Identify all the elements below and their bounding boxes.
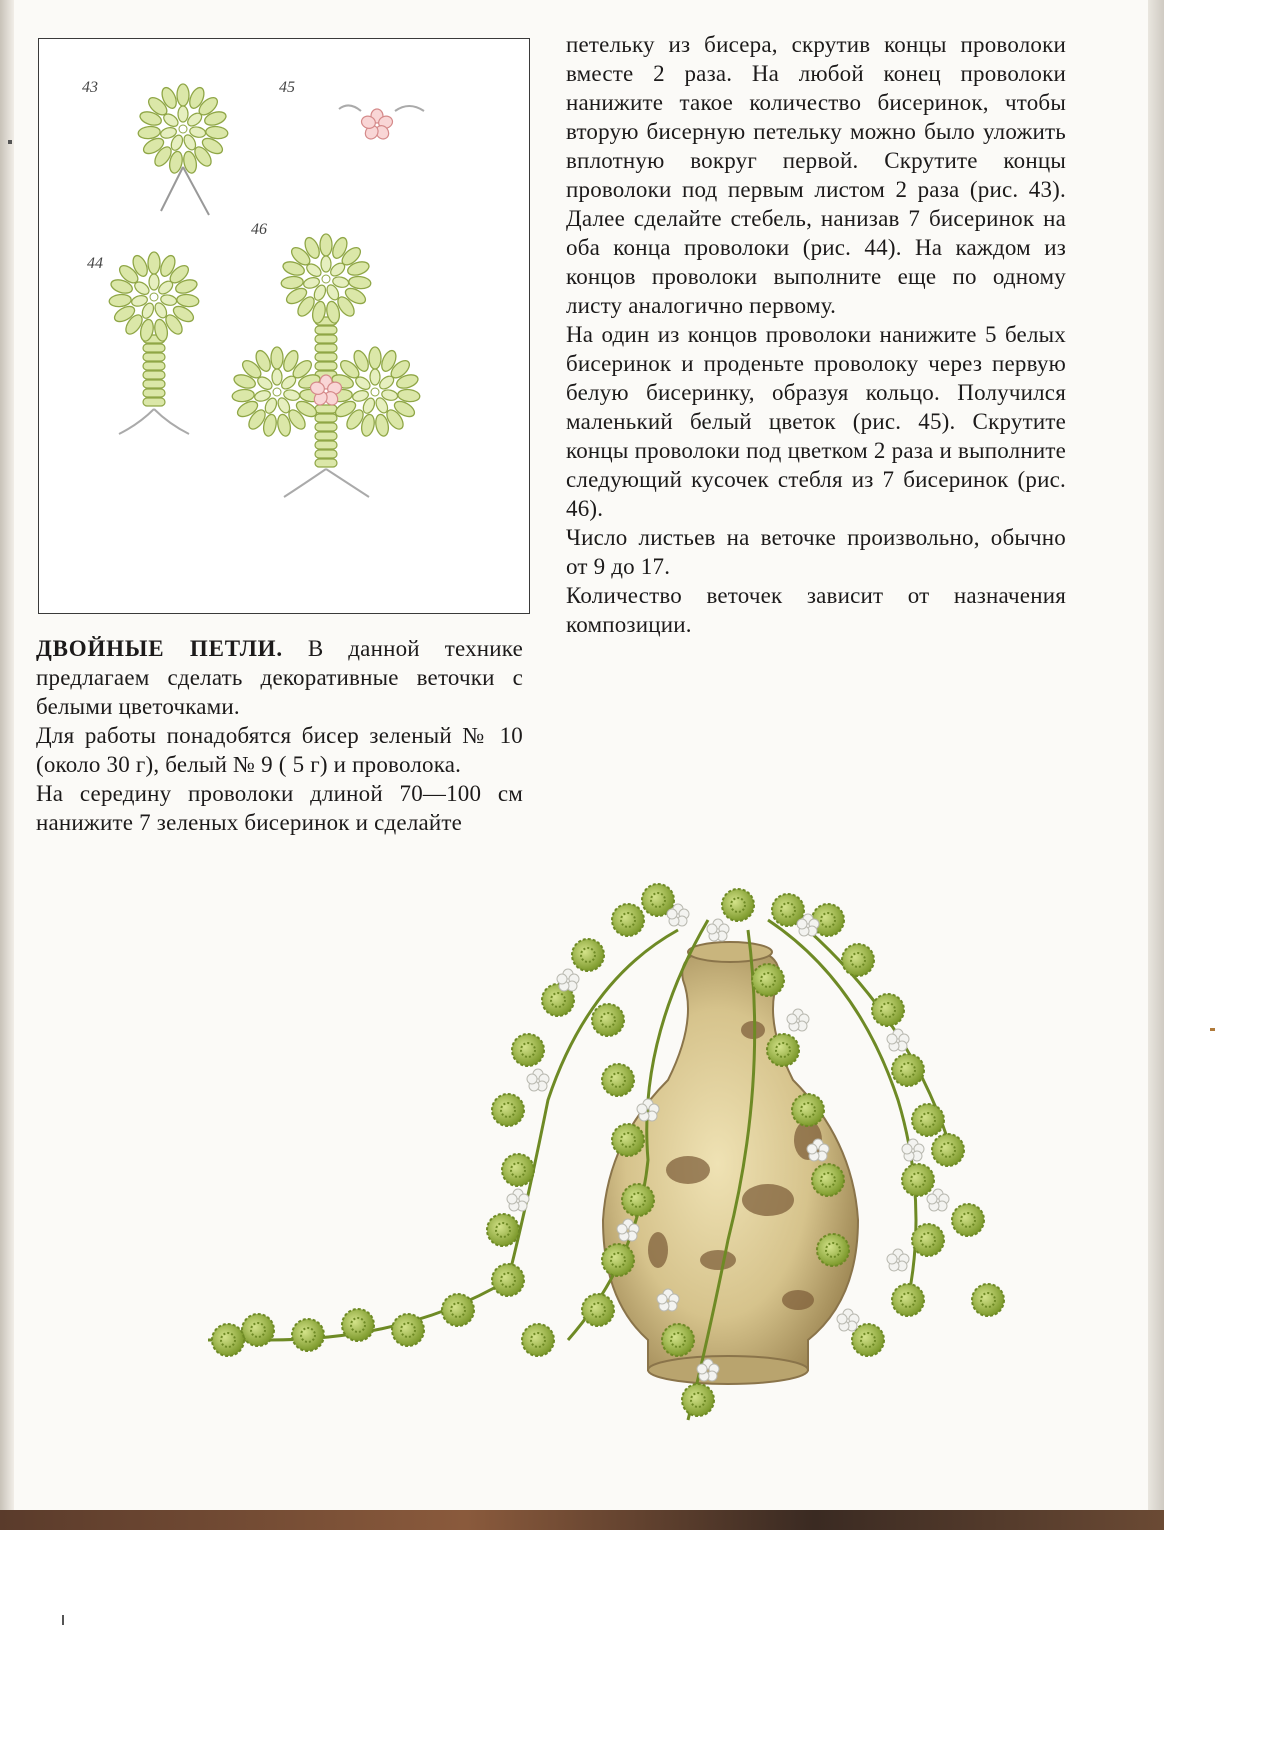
figure-44-label: 44 bbox=[87, 255, 103, 272]
right-column-text bbox=[566, 30, 1066, 639]
page-edge bbox=[1148, 0, 1164, 1530]
scan-speck bbox=[62, 1615, 64, 1625]
intro-paragraph bbox=[36, 634, 523, 721]
figure-46-drawing bbox=[232, 234, 421, 497]
intro-text: В данной технике предлагаем сделать декоративные веточки с белыми цветочками. bbox=[36, 636, 524, 719]
figure-46-label: 46 bbox=[251, 221, 267, 238]
figure-43-drawing bbox=[138, 84, 229, 215]
book-spine-shadow bbox=[0, 0, 14, 1510]
figure-45-drawing bbox=[339, 105, 424, 141]
step1-paragraph: На середину проволоки длиной 70—100 см нанижите 7 зеленых бисеринок и сделайте bbox=[36, 781, 523, 835]
materials-paragraph: Для работы понадобятся бисер зеленый № 10 (около 30 г), белый № 9 ( 5 г) и проволока. bbox=[36, 723, 523, 777]
bead-diagrams bbox=[39, 39, 529, 613]
vase-illustration bbox=[208, 780, 1068, 1440]
figure-44-drawing bbox=[109, 252, 200, 434]
figure-43-label: 43 bbox=[82, 79, 98, 96]
instructions-paragraph-1: петельку из бисера, скрутив концы проволоки вместе 2 раза. На любой конец проволоки нанижите такое количество бисеринок, чтобы вторую бисерную петельку можно было уложить вплотную вокруг первой. Скрутите концы проволоки под первым листом 2 раза (рис. 43). Далее сделайте стебель, нанизав 7 бисеринок на оба конца проволоки (рис. 44). На каждом из концов проволоки выполните еще по одному листу аналогично первому. bbox=[566, 32, 1066, 318]
scan-speck bbox=[8, 140, 12, 144]
vase-body bbox=[603, 942, 858, 1384]
vase-photo bbox=[208, 780, 1068, 1440]
instructions-paragraph-3: Число листьев на веточке произвольно, обычно от 9 до 17. bbox=[566, 525, 1066, 579]
instructions-paragraph-4: Количество веточек зависит от назначения композиции. bbox=[566, 583, 1066, 637]
diagram-box bbox=[38, 38, 530, 614]
instructions-paragraph-2: На один из концов проволоки нанижите 5 белых бисеринок и проденьте проволоку через первую белую бисеринку, образуя кольцо. Получился маленький белый цветок (рис. 45). Скрутите концы проволоки под цветком 2 раза и выполните следующий кусочек стебля из 7 бисеринок (рис. 46). bbox=[566, 322, 1066, 521]
beaded-branches bbox=[208, 884, 1004, 1420]
figure-45-label: 45 bbox=[279, 79, 295, 96]
scan-speck bbox=[1210, 1028, 1215, 1031]
section-heading: ДВОЙНЫЕ ПЕТЛИ. bbox=[36, 636, 283, 661]
page-bottom-band bbox=[0, 1510, 1164, 1530]
